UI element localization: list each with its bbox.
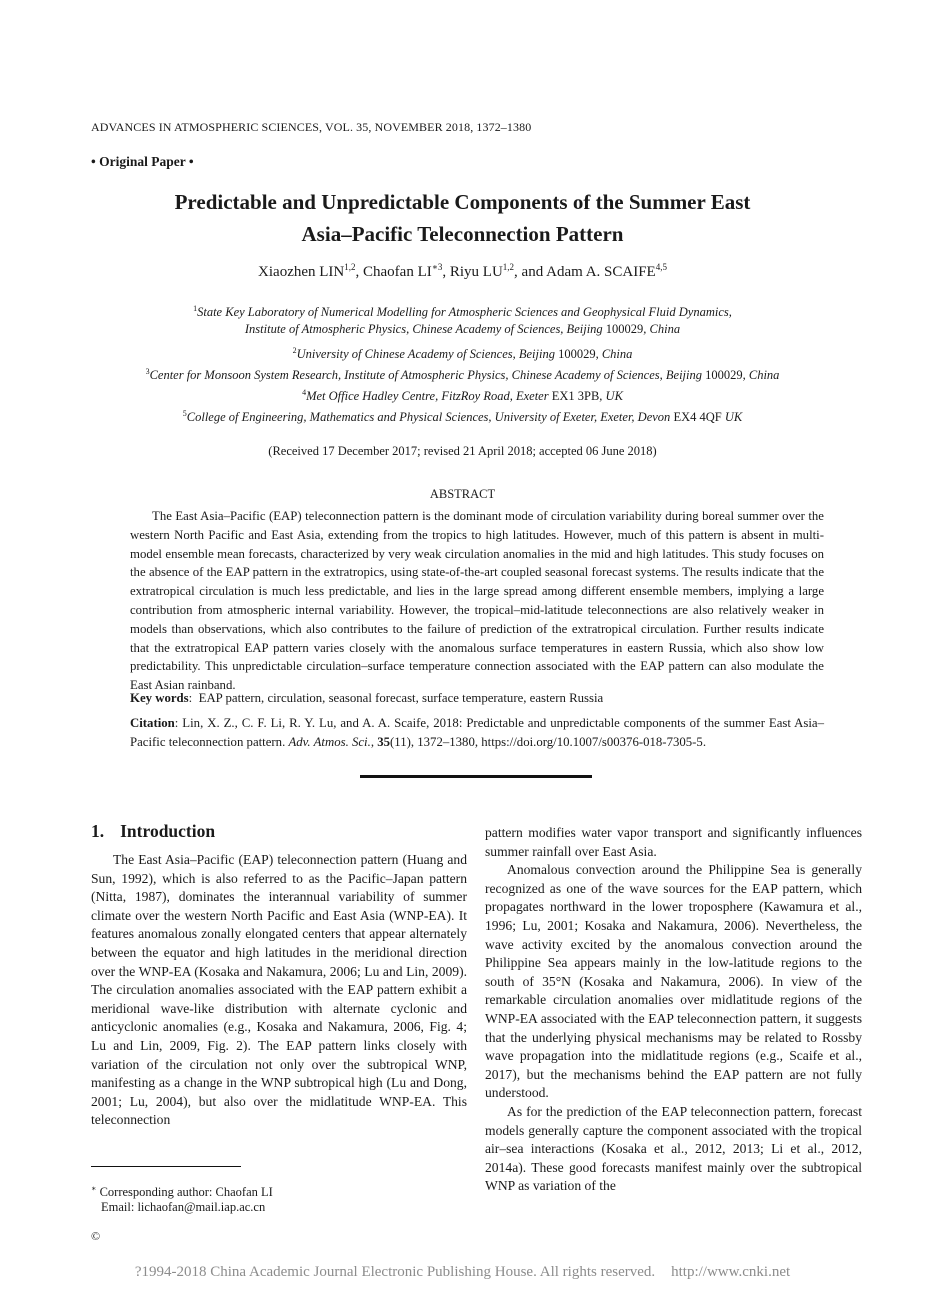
affiliation-tail: , UK	[599, 389, 623, 404]
right-column	[485, 824, 862, 1196]
affiliation-text: State Key Laboratory of Numerical Modelling for Atmospheric Sciences and Geophysical Fluid Dynamics,	[197, 305, 732, 320]
citation-separator: ,	[370, 734, 378, 749]
section-heading	[91, 821, 215, 842]
citation-text: Lin, X. Z., C. F. Li, R. Y. Lu, and A. A. Scaife, 2018: Predictable and unpredictable components of the summer East Asia–Pacific teleconnection pattern.	[130, 716, 824, 749]
affiliation-tail: , China	[595, 347, 633, 362]
paper-title-line-1: Predictable and Unpredictable Components of the Summer East	[174, 190, 751, 214]
received-dates: (Received 17 December 2017; revised 21 April 2018; accepted 06 June 2018)	[268, 444, 657, 458]
footnote-email[interactable]: Email: lichaofan@mail.iap.ac.cn	[101, 1200, 266, 1214]
affiliation-postcode: EX4 4QF	[673, 410, 722, 425]
affiliation-text: College of Engineering, Mathematics and Physical Sciences, University of Exeter, Exeter, Devon	[186, 410, 671, 425]
copyright-symbol: ©	[91, 1229, 101, 1243]
affiliation-text: Center for Monsoon System Research, Institute of Atmospheric Physics, Chinese Academy of Sciences, Beijing	[149, 368, 702, 383]
citation-doi[interactable]: (11), 1372–1380, https://doi.org/10.1007/s00376-018-7305-5.	[390, 734, 707, 749]
section-divider	[360, 775, 592, 778]
affiliation-tail: , China	[742, 368, 780, 383]
citation-volume: 35	[377, 734, 391, 749]
affiliation-postcode: 100029	[558, 347, 596, 362]
affiliation-number: 2	[292, 346, 297, 355]
author-affiliation-sup: 1,2	[502, 262, 515, 272]
keywords: Key words: EAP pattern, circulation, seasonal forecast, surface temperature, eastern Russia	[130, 691, 604, 705]
affiliation-1-cont	[60, 319, 865, 340]
author-affiliation-sup: 4,5	[655, 262, 667, 272]
affiliation-number: 1	[193, 304, 198, 313]
citation-journal: Adv. Atmos. Sci.	[288, 734, 371, 749]
affiliation-tail: , China	[643, 322, 681, 336]
author-separator: ,	[442, 264, 450, 280]
footer-text: ?1994-2018 China Academic Journal Electronic Publishing House. All rights reserved.	[134, 1264, 656, 1280]
affiliation-5	[60, 403, 865, 428]
citation-label: Citation	[130, 716, 175, 730]
affiliation-text: Institute of Atmospheric Physics, Chinese Academy of Sciences, Beijing	[244, 322, 603, 336]
author-affiliation-sup: ∗3	[431, 262, 443, 272]
author-list	[100, 262, 825, 281]
keywords-text: EAP pattern, circulation, seasonal forecast, surface temperature, eastern Russia	[198, 691, 604, 705]
footnote-divider	[91, 1166, 241, 1167]
author-separator: , and	[514, 264, 547, 280]
left-column	[91, 851, 467, 1130]
paper-type: • Original Paper •	[91, 154, 194, 169]
journal-header: ADVANCES IN ATMOSPHERIC SCIENCES, VOL. 35, NOVEMBER 2018, 1372–1380	[91, 120, 532, 134]
section-title: Introduction	[120, 821, 216, 841]
author-separator: ,	[355, 264, 363, 280]
affiliation-postcode: 100029	[605, 322, 644, 336]
footnote-marker: ∗	[91, 1184, 97, 1193]
affiliation-text: Met Office Hadley Centre, FitzRoy Road, Exeter	[306, 389, 549, 404]
footer-url[interactable]: http://www.cnki.net	[671, 1264, 791, 1280]
section-number: 1.	[91, 821, 105, 841]
author-name: Xiaozhen LIN	[258, 264, 345, 280]
abstract-heading: ABSTRACT	[429, 487, 496, 501]
author-affiliation-sup: 1,2	[344, 262, 356, 272]
author-name: Chaofan LI	[363, 264, 432, 280]
affiliation-number: 4	[302, 388, 307, 397]
affiliation-tail: UK	[721, 410, 743, 425]
abstract-body: The East Asia–Pacific (EAP) teleconnection pattern is the dominant mode of circulation variability during boreal summer over the western North Pacific and East Asia, extending from the tropics to high latitudes. However, much of this pattern is absent in multi-model ensemble mean forecasts, characterized by very weak circulation anomalies in the mid and high latitudes. This study focuses on the absence of the EAP pattern in the extratropics, using state-of-the-art coupled seasonal forecast systems. The results indicate that the extratropical circulation is much less predictable, and lies in the large spread among different ensemble members, implying a large contribution from atmospheric internal variability. However, the tropical–mid-latitude teleconnections are also relatively weaker in models than observations, which also contributes to the failure of prediction of the extratropical circulation. Further results indicate that the extratropical EAP pattern varies closely with the anomalous surface temperatures in eastern Russia, which also show low predictability. This unpredictable circulation–surface temperature connection associated with the EAP pattern can also modulate the East Asian rainband.	[130, 509, 824, 693]
paragraph: Anomalous convection around the Philippine Sea is generally recognized as one of the wave sources for the EAP pattern, which propagates northward in the lower troposphere (Kawamura et al., 1996; Lu, 2001; Kosaka and Nakamura, 2006). Nevertheless, the wave activity excited by the anomalous convection around the Philippine Sea appears mainly in the low-latitude regions to the south of 35°N (Kosaka and Nakamura, 2006). In view of the remarkable circulation anomalies over midlatitude regions of the WNP-EA associated with the EAP teleconnection pattern, it suggests that the underlying physical mechanisms may be related to Rossby wave propagation into the midlatitude regions (e.g., Scaife et al., 2017), but the mechanisms behind the EAP pattern are not fully understood.	[485, 862, 862, 1101]
affiliation-postcode: EX1 3PB	[551, 389, 600, 404]
affiliation-text: University of Chinese Academy of Sciences, Beijing	[296, 347, 555, 362]
keywords-label: Key words	[130, 691, 189, 705]
paragraph: As for the prediction of the EAP teleconnection pattern, forecast models generally capture the component associated with the tropical air–sea interactions (Kosaka et al., 2012, 2013; Li et al., 2012, 2014a). These good forecasts manifest mainly over the subtropical WNP as variation of the	[485, 1103, 862, 1194]
paragraph: pattern modifies water vapor transport and significantly influences summer rainfall over East Asia.	[485, 825, 862, 859]
paragraph: The East Asia–Pacific (EAP) teleconnection pattern (Huang and Sun, 1992), which is also referred to as the Pacific–Japan pattern (Nitta, 1987), dominates the interannual variability of summer climate over the western North Pacific and East Asia (WNP-EA). It features anomalous zonally elongated centers that appear alternately between the equator and high latitudes in the meridional direction over the WNP-EA (Kosaka and Nakamura, 2006; Lu and Lin, 2009). The circulation anomalies associated with the EAP pattern exhibit a meridional wave-like distribution with alternate cyclonic and anticyclonic anomalies (e.g., Kosaka and Nakamura, 2006, Fig. 4; Lu and Lin, 2009, Fig. 2). The EAP pattern links closely with variation of the circulation not only over the subtropical WNP, manifesting as a change in the WNP subtropical high (Lu and Dong, 2001; Lu, 2004), but also over the midlatitude WNP-EA. This teleconnection	[91, 852, 467, 1128]
author-name: Riyu LU	[449, 264, 503, 280]
page-footer	[0, 1264, 925, 1281]
affiliation-number: 3	[145, 367, 150, 376]
paper-title-line-2: Asia–Pacific Teleconnection Pattern	[301, 222, 624, 246]
author-name: Adam A. SCAIFE	[546, 264, 656, 280]
footnote-text: Corresponding author: Chaofan LI	[99, 1185, 273, 1200]
affiliation-number: 5	[182, 409, 187, 418]
affiliation-postcode: 100029	[705, 368, 743, 383]
citation: Citation: Lin, X. Z., C. F. Li, R. Y. Lu, and A. A. Scaife, 2018: Predictable and unpredictable components of the summer East Asia–Pacific teleconnection pattern. Adv. Atmos. Sci., 35(11), 1372–1380, https://doi.org/10.1007/s00376-018-7305-5.	[130, 716, 824, 749]
